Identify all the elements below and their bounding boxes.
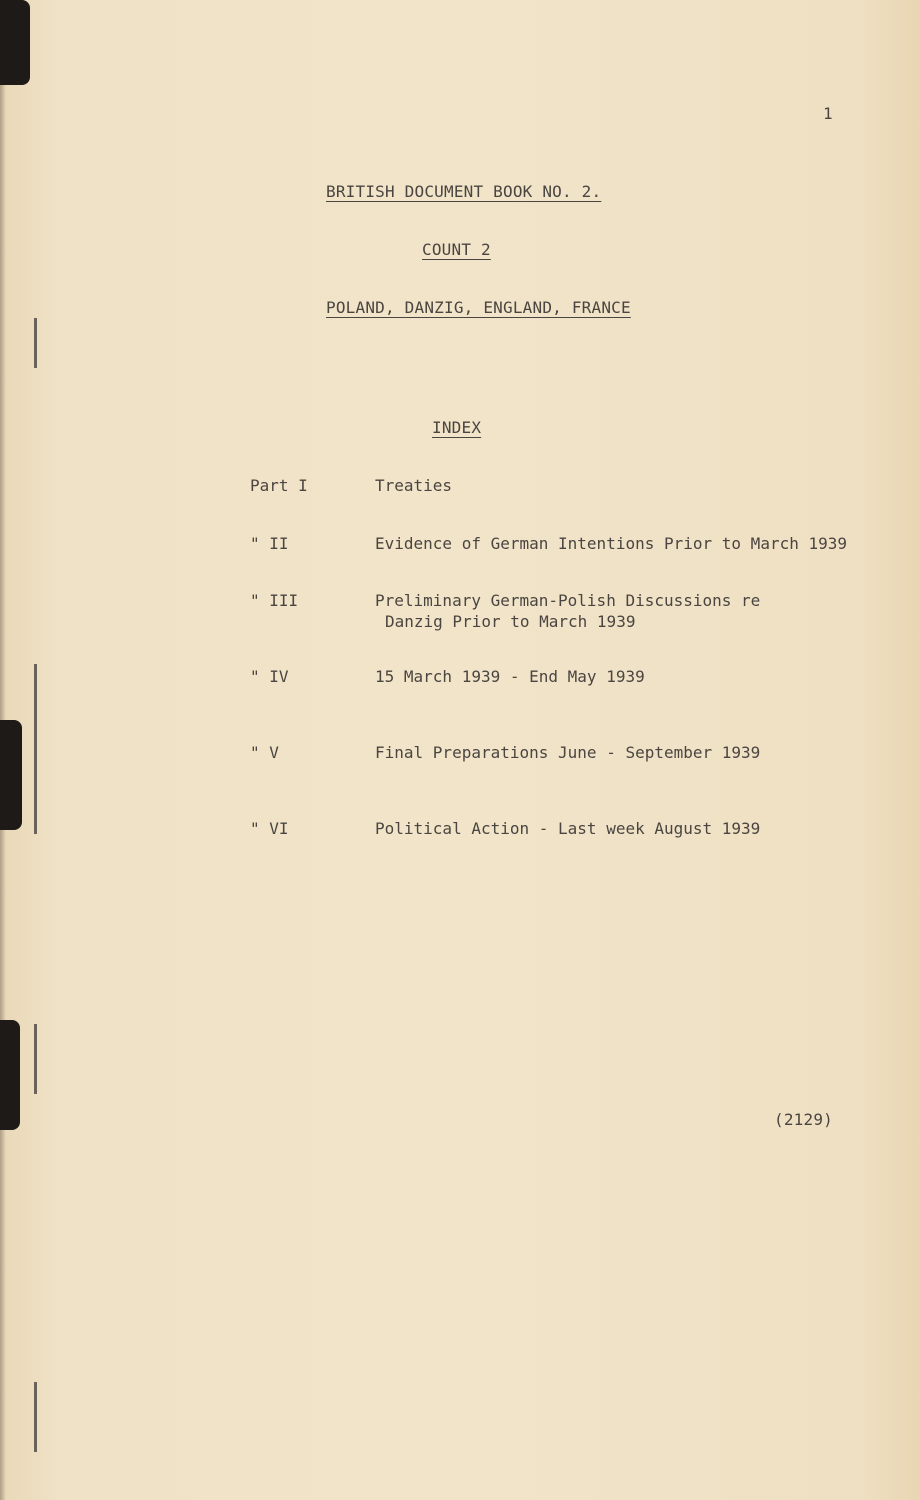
binder-mark	[34, 1382, 37, 1452]
index-part-label: " IV	[250, 667, 289, 686]
index-part-description	[375, 743, 850, 762]
binder-tab	[0, 0, 30, 85]
index-description-line: Final Preparations June - September 1939	[375, 743, 761, 762]
index-part-description	[375, 534, 850, 553]
index-description-line: 15 March 1939 - End May 1939	[375, 667, 645, 686]
index-part-label: " III	[250, 591, 299, 610]
document-subtitle: POLAND, DANZIG, ENGLAND, FRANCE	[326, 298, 631, 317]
index-description-line: Preliminary German-Polish Discussions re	[375, 591, 761, 610]
index-description-line: Danzig Prior to March 1939	[385, 612, 636, 631]
document-reference-number: (2129)	[774, 1110, 833, 1129]
index-part-label: " VI	[250, 819, 289, 838]
index-description-line: Political Action - Last week August 1939	[375, 819, 761, 838]
binder-mark	[34, 318, 37, 368]
index-description-line: Treaties	[375, 476, 453, 495]
index-heading: INDEX	[432, 418, 482, 437]
index-part-label: " V	[250, 743, 279, 762]
binder-tab	[0, 720, 22, 830]
index-part-label: " II	[250, 534, 289, 553]
index-description-line: Evidence of German Intentions Prior to March 1939	[375, 534, 848, 553]
binder-mark	[34, 1024, 37, 1094]
document-title: BRITISH DOCUMENT BOOK NO. 2.	[326, 182, 602, 201]
binder-tab	[0, 1020, 20, 1130]
binder-mark	[34, 664, 37, 834]
index-part-description	[375, 476, 850, 495]
index-part-label: Part I	[250, 476, 308, 495]
page-number: 1	[823, 104, 833, 123]
index-part-description	[375, 667, 850, 686]
index-part-description	[375, 819, 850, 838]
index-part-description	[375, 591, 850, 631]
document-count: COUNT 2	[422, 240, 491, 259]
